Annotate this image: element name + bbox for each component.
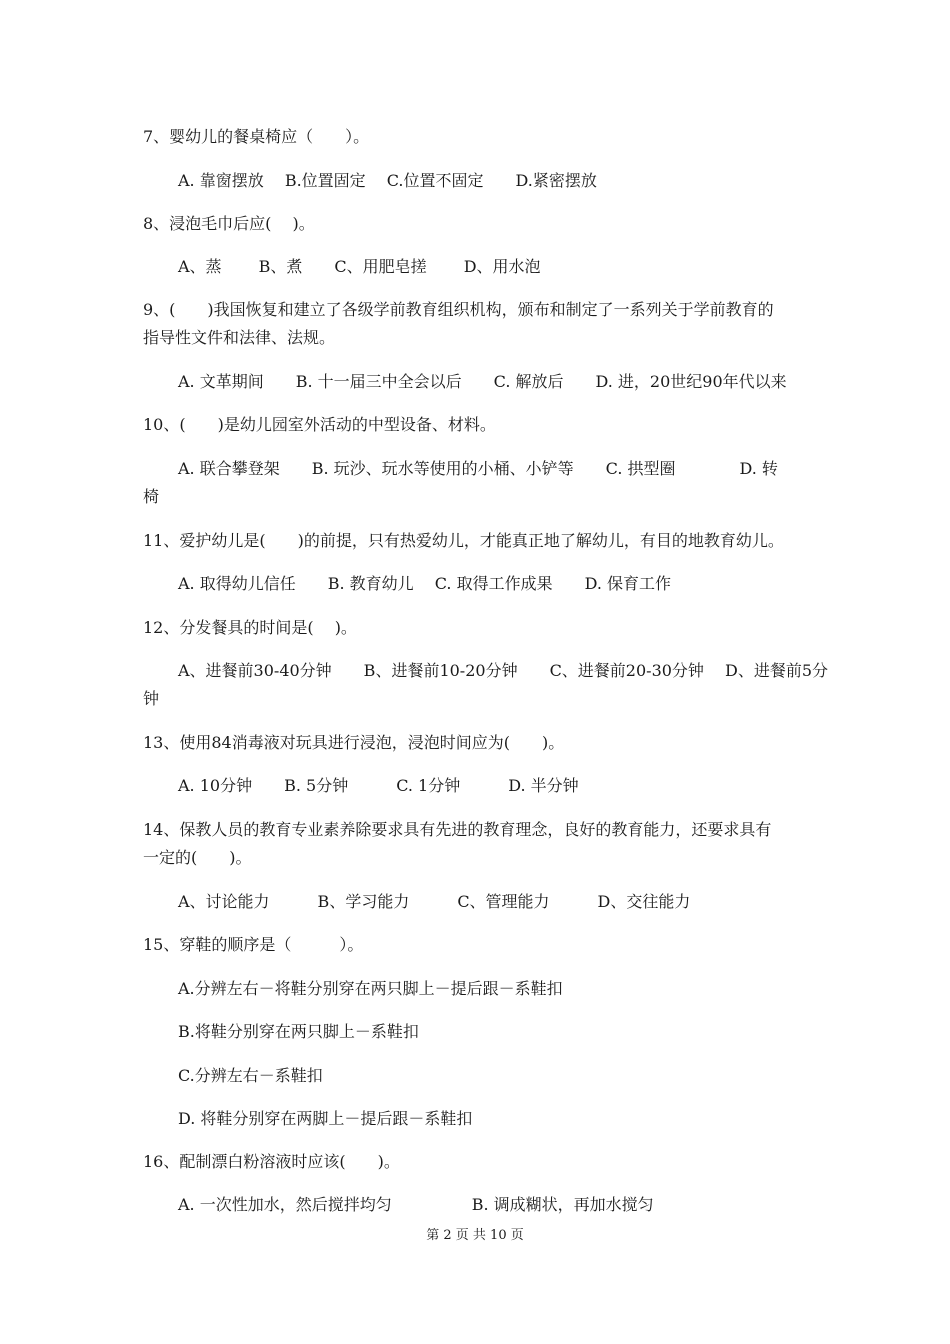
question-16: 16、配制漂白粉溶液时应该( )。 xyxy=(143,1152,400,1171)
question-14: 14、保教人员的教育专业素养除要求具有先进的教育理念，良好的教育能力，还要求具有 xyxy=(143,820,772,839)
question-14-options: A、讨论能力 B、学习能力 C、管理能力 D、交往能力 xyxy=(178,892,691,911)
question-11: 11、爱护幼儿是( )的前提，只有热爱幼儿，才能真正地了解幼儿，有目的地教育幼儿。 xyxy=(143,531,784,550)
question-15-option-a: A.分辨左右－将鞋分别穿在两只脚上－提后跟－系鞋扣 xyxy=(178,979,563,998)
question-9-continued: 指导性文件和法律、法规。 xyxy=(143,328,336,347)
question-10: 10、( )是幼儿园室外活动的中型设备、材料。 xyxy=(143,415,496,434)
question-15-option-c: C.分辨左右－系鞋扣 xyxy=(178,1066,323,1085)
question-14-continued: 一定的( )。 xyxy=(143,848,252,867)
question-10-options: A. 联合攀登架 B. 玩沙、玩水等使用的小桶、小铲等 C. 拱型圈 D. 转 xyxy=(178,459,778,478)
question-12-options: A、进餐前30-40分钟 B、进餐前10-20分钟 C、进餐前20-30分钟 D、进餐前5分 xyxy=(178,661,829,680)
question-13-options: A. 10分钟 B. 5分钟 C. 1分钟 D. 半分钟 xyxy=(178,776,579,795)
question-12-options-continued: 钟 xyxy=(143,689,160,708)
question-13: 13、使用84消毒液对玩具进行浸泡，浸泡时间应为( )。 xyxy=(143,733,565,752)
question-12: 12、分发餐具的时间是( )。 xyxy=(143,618,357,637)
question-16-options: A. 一次性加水，然后搅拌均匀 B. 调成糊状，再加水搅匀 xyxy=(178,1195,654,1214)
question-15: 15、穿鞋的顺序是（ ）。 xyxy=(143,935,364,954)
question-7-options: A. 靠窗摆放 B.位置固定 C.位置不固定 D.紧密摆放 xyxy=(178,171,597,190)
question-15-option-d: D. 将鞋分别穿在两脚上－提后跟－系鞋扣 xyxy=(178,1109,473,1128)
question-8-options: A、蒸 B、煮 C、用肥皂搓 D、用水泡 xyxy=(178,257,541,276)
page-footer: 第 2 页 共 10 页 xyxy=(426,1228,524,1243)
question-15-option-b: B.将鞋分别穿在两只脚上－系鞋扣 xyxy=(178,1022,419,1041)
question-8: 8、浸泡毛巾后应( )。 xyxy=(143,214,315,233)
question-7: 7、婴幼儿的餐桌椅应（ ）。 xyxy=(143,127,370,146)
question-9-options: A. 文革期间 B. 十一届三中全会以后 C. 解放后 D. 进，20世纪90年代以来 xyxy=(178,372,787,391)
question-11-options: A. 取得幼儿信任 B. 教育幼儿 C. 取得工作成果 D. 保育工作 xyxy=(178,574,672,593)
question-10-options-continued: 椅 xyxy=(143,487,160,506)
question-9: 9、( )我国恢复和建立了各级学前教育组织机构，颁布和制定了一系列关于学前教育的 xyxy=(143,300,774,319)
